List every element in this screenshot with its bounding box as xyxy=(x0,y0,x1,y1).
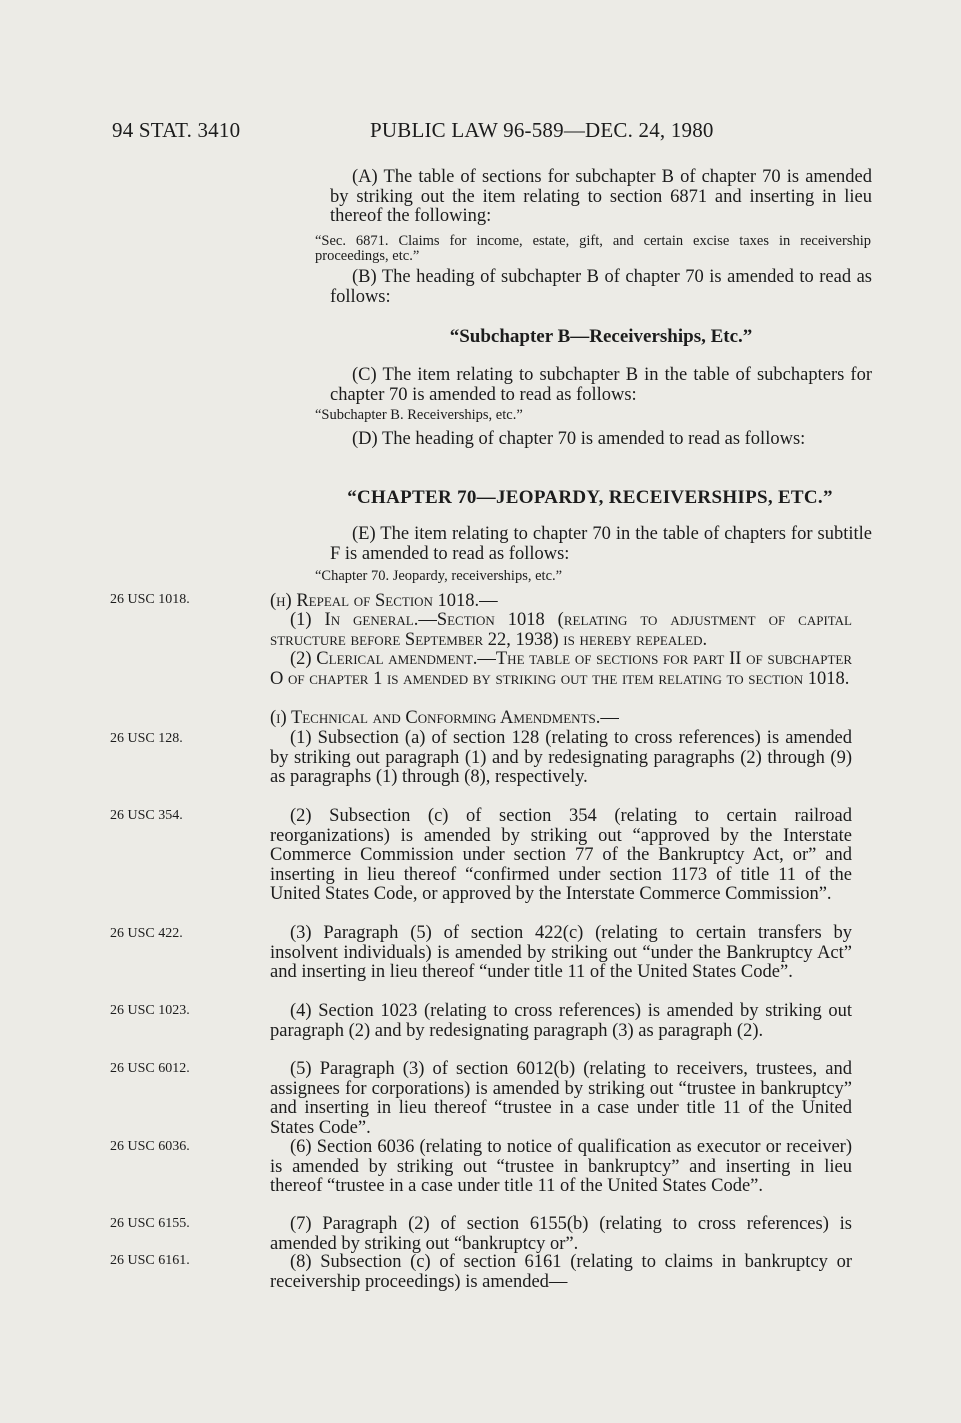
section-h-heading: (h) Repeal of Section 1018.— xyxy=(270,591,498,611)
margin-note-usc-6036: 26 USC 6036. xyxy=(110,1139,190,1154)
paragraph-h2: (2) Clerical amendment.—The table of sections for part II of subchapter O of chapter 1 is amended by striking out the item relating to section 1018. xyxy=(270,649,852,689)
margin-note-usc-6012: 26 USC 6012. xyxy=(110,1061,190,1076)
paragraph-e: (E) The item relating to chapter 70 in the table of chapters for subtitle F is amended to read as follows: xyxy=(330,524,872,564)
quote-sec-6871: “Sec. 6871. Claims for income, estate, gift, and certain excise taxes in receivership proceedings, etc.” xyxy=(315,233,871,264)
section-i-heading: (i) Technical and Conforming Amendments.— xyxy=(270,708,619,728)
quote-chapter-70: “Chapter 70. Jeopardy, receiverships, etc.” xyxy=(315,568,563,584)
chapter-70-heading: “CHAPTER 70—JEOPARDY, RECEIVERSHIPS, ETC.” xyxy=(347,487,833,508)
quote-subchapter-b: “Subchapter B. Receiverships, etc.” xyxy=(315,407,523,423)
public-law-title: PUBLIC LAW 96-589—DEC. 24, 1980 xyxy=(370,118,714,142)
margin-note-usc-128: 26 USC 128. xyxy=(110,731,183,746)
paragraph-a: (A) The table of sections for subchapter B of chapter 70 is amended by striking out the item relating to section 6871 and inserting in lieu thereof the following: xyxy=(330,167,872,226)
margin-note-usc-422: 26 USC 422. xyxy=(110,926,183,941)
subchapter-b-heading: “Subchapter B—Receiverships, Etc.” xyxy=(449,326,753,347)
paragraph-i1: (1) Subsection (a) of section 128 (relating to cross references) is amended by striking out paragraph (1) and by redesignating paragraphs (2) through (9) as paragraphs (1) through (8), respectively. xyxy=(270,728,852,787)
stat-page-number: 94 STAT. 3410 xyxy=(112,118,241,142)
paragraph-c: (C) The item relating to subchapter B in the table of subchapters for chapter 70 is amended to read as follows: xyxy=(330,365,872,405)
margin-note-usc-1023: 26 USC 1023. xyxy=(110,1003,190,1018)
paragraph-i5: (5) Paragraph (3) of section 6012(b) (relating to receivers, trustees, and assignees for corporations) is amended by striking out “trustee in bankruptcy” and inserting in lieu thereof “trustee in a case under title 11 of the United States Code”. xyxy=(270,1059,852,1138)
paragraph-i4: (4) Section 1023 (relating to cross references) is amended by striking out paragraph (2) and by redesignating paragraph (3) as paragraph (2). xyxy=(270,1001,852,1041)
paragraph-d: (D) The heading of chapter 70 is amended to read as follows: xyxy=(352,429,806,449)
paragraph-i8: (8) Subsection (c) of section 6161 (relating to claims in bankruptcy or receivership proceedings) is amended— xyxy=(270,1252,852,1292)
margin-note-usc-1018: 26 USC 1018. xyxy=(110,592,190,607)
paragraph-i2: (2) Subsection (c) of section 354 (relating to certain railroad reorganizations) is amended by striking out “approved by the Interstate Commerce Commission under section 77 of the Bankruptcy Act, or” and inserting in lieu thereof “confirmed under section 1173 of title 11 of the United States Code, or approved by the Interstate Commerce Commission”. xyxy=(270,806,852,904)
paragraph-i6: (6) Section 6036 (relating to notice of qualification as executor or receiver) is amended by striking out “trustee in bankruptcy” and inserting in lieu thereof “trustee in a case under title 11 of the United States Code”. xyxy=(270,1137,852,1196)
margin-note-usc-6161: 26 USC 6161. xyxy=(110,1253,190,1268)
paragraph-i3: (3) Paragraph (5) of section 422(c) (relating to certain transfers by insolvent individuals) is amended by striking out “under the Bankruptcy Act” and inserting in lieu thereof “under title 11 of the United States Code”. xyxy=(270,923,852,982)
paragraph-h1: (1) In general.—Section 1018 (relating to adjustment of capital structure before September 22, 1938) is hereby repealed. xyxy=(270,610,852,650)
margin-note-usc-6155: 26 USC 6155. xyxy=(110,1216,190,1231)
margin-note-usc-354: 26 USC 354. xyxy=(110,808,183,823)
paragraph-i7: (7) Paragraph (2) of section 6155(b) (relating to cross references) is amended by striking out “bankruptcy or”. xyxy=(270,1214,852,1254)
paragraph-b: (B) The heading of subchapter B of chapter 70 is amended to read as follows: xyxy=(330,267,872,307)
